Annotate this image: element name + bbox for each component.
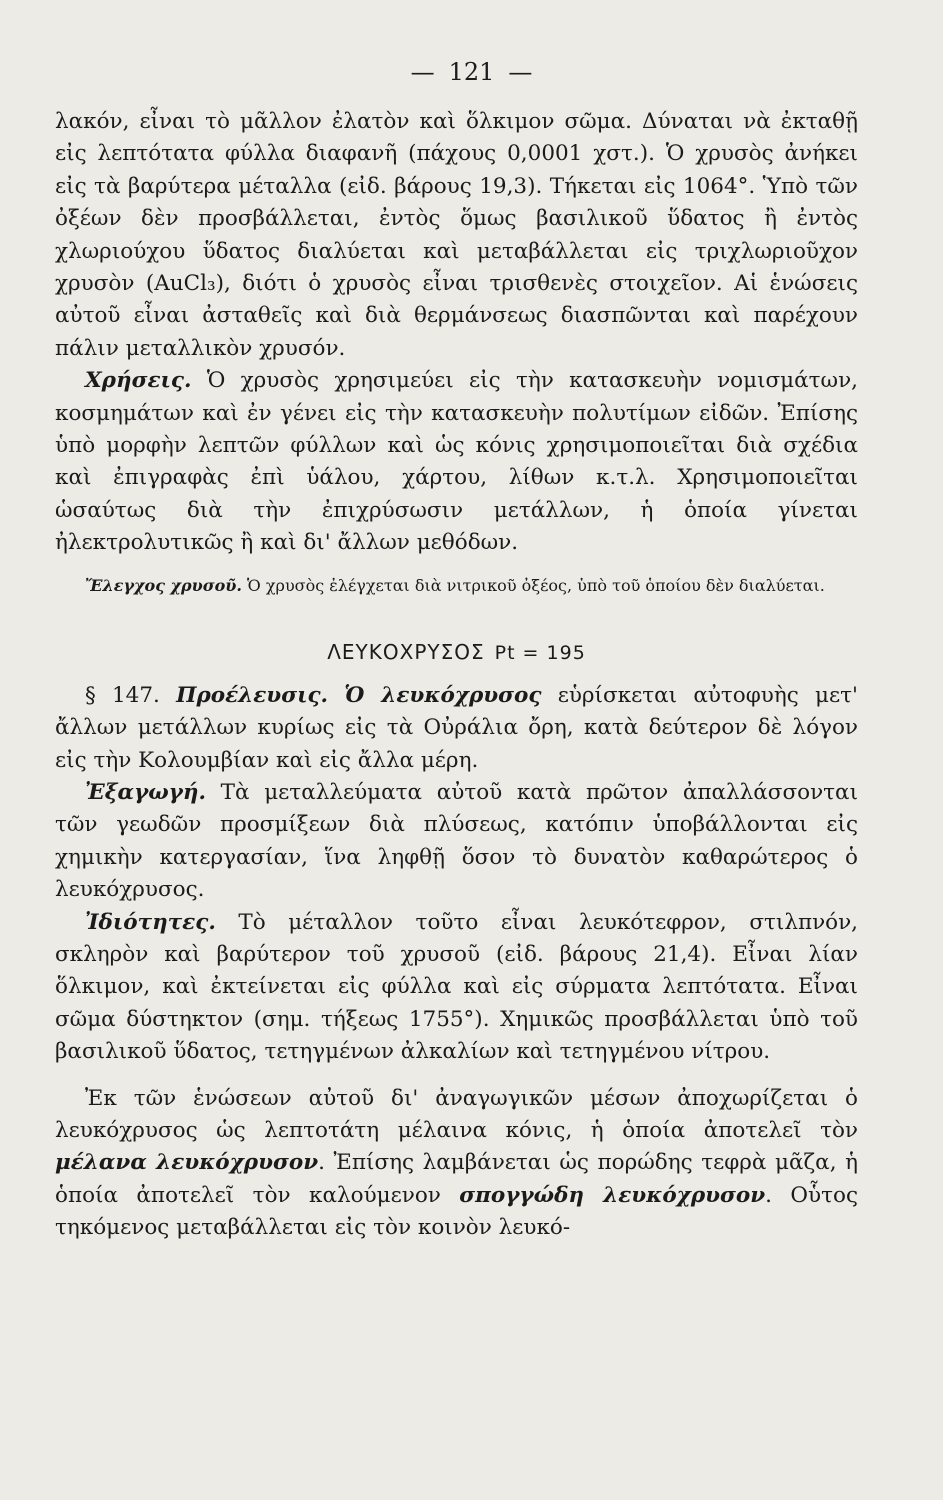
- origin-text: εὑρίσκεται αὐτοφυὴς μετ' ἄλλων μετάλλων κυρίως εἰς τὰ Οὐράλια ὄρη, κατὰ δεύτερον δὲ λόγον εἰς τὴν Κολουμβίαν καὶ εἰς ἄλλα μέρη.: [55, 682, 858, 773]
- gold-test-note: [55, 572, 858, 600]
- platinum-extraction-paragraph: [55, 777, 858, 907]
- page-number-value: 121: [448, 58, 495, 86]
- properties-heading: Ἰδιότητες.: [85, 909, 216, 935]
- gold-uses-paragraph: [55, 365, 858, 559]
- section-title-text: ΛΕΥΚΟΧΡΥΣΟΣ: [327, 639, 485, 664]
- gold-uses-heading: Χρήσεις.: [85, 368, 192, 394]
- page-number: [55, 58, 858, 86]
- platinum-term: Ὁ λευκόχρυσος: [344, 682, 542, 708]
- spongy-platinum-term: σπογγώδη λευκόχρυσον: [459, 1182, 766, 1208]
- platinum-origin-paragraph: [55, 680, 858, 777]
- platinum-compounds-paragraph: [55, 1083, 858, 1245]
- gold-properties-paragraph: λακόν, εἶναι τὸ μᾶλλον ἐλατὸν καὶ ὅλκιμον σῶμα. Δύναται νὰ ἐκταθῇ εἰς λεπτότατα φύλλα διαφανῆ (πάχους 0,0001 χστ.). Ὁ χρυσὸς ἀνήκει εἰς τὰ βαρύτερα μέταλλα (εἰδ. βάρους 19,3). Τήκεται εἰς 1064°. Ὑπὸ τῶν ὀξέων δὲν προσβάλλεται, ἐντὸς ὅμως βασιλικοῦ ὕδατος ἢ ἐντὸς χλωριούχου ὕδατος διαλύεται καὶ μεταβάλλεται εἰς τριχλωριοῦχον χρυσὸν (AuCl₃), διότι ὁ χρυσὸς εἶναι τρισθενὲς στοιχεῖον. Αἱ ἑνώσεις αὐτοῦ εἶναι ἀσταθεῖς καὶ διὰ θερμάνσεως διασπῶνται καὶ παρέχουν πάλιν μεταλλικὸν χρυσόν.: [55, 109, 858, 361]
- properties-text: Τὸ μέταλλον τοῦτο εἶναι λευκότεφρον, στιλπνόν, σκληρὸν καὶ βαρύτερον τοῦ χρυσοῦ (εἰδ. βάρους 21,4). Εἶναι λίαν ὅλκιμον, καὶ ἐκτείνεται εἰς φύλλα καὶ εἰς σύρματα λεπτότατα. Εἶναι σῶμα δύστηκτον (σημ. τήξεως 1755°). Χημικῶς προσβάλλεται ὑπὸ τοῦ βασιλικοῦ ὕδατος, τετηγμένων ἀλκαλίων καὶ τετηγμένου νίτρου.: [55, 909, 858, 1065]
- section-formula: Pt = 195: [494, 641, 586, 664]
- gold-test-text: Ὁ χρυσὸς ἐλέγχεται διὰ νιτρικοῦ ὀξέος, ὑπὸ τοῦ ὁποίου δὲν διαλύεται.: [241, 575, 825, 595]
- page-number-dash-right: —: [508, 58, 533, 86]
- gold-test-heading: Ἔλεγχος χρυσοῦ.: [85, 575, 242, 595]
- section-number: § 147.: [85, 682, 160, 708]
- extraction-text: Τὰ μεταλλεύματα αὐτοῦ κατὰ πρῶτον ἀπαλλάσσονται τῶν γεωδῶν προσμίξεων διὰ πλύσεως, κατόπιν ὑποβάλλονται εἰς χημικὴν κατεργασίαν, ἵνα ληφθῇ ὅσον τὸ δυνατὸν καθαρώτερος ὁ λευκόχρυσος.: [55, 779, 858, 903]
- extraction-heading: Ἐξαγωγή.: [85, 779, 206, 805]
- compounds-text-c: . Οὗτος τηκόμενος μεταβάλλεται εἰς τὸν κοινὸν λευκό-: [55, 1182, 858, 1241]
- black-platinum-term: μέλανα λευκόχρυσον: [55, 1150, 319, 1176]
- page-number-dash-left: —: [410, 58, 435, 86]
- paragraph-spacer: [55, 1069, 858, 1083]
- origin-heading: Προέλευσις.: [176, 682, 329, 708]
- compounds-text-a: Ἐκ τῶν ἑνώσεων αὐτοῦ δι' ἀναγωγικῶν μέσων ἀποχωρίζεται ὁ λευκόχρυσος ὡς λεπτοτάτη μέλαινα κόνις, ἡ ὁποία ἀποτελεῖ τὸν: [55, 1085, 858, 1143]
- section-title: [55, 640, 858, 664]
- gold-uses-text: Ὁ χρυσὸς χρησιμεύει εἰς τὴν κατασκευὴν νομισμάτων, κοσμημάτων καὶ ἐν γένει εἰς τὴν κατασκευὴν πολυτίμων εἰδῶν. Ἐπίσης ὑπὸ μορφὴν λεπτῶν φύλλων καὶ ὡς κόνις χρησιμοποιεῖται διὰ σχέδια καὶ ἐπιγραφὰς ἐπὶ ὑάλου, χάρτου, λίθων κ.τ.λ. Χρησιμοποιεῖται ὡσαύτως διὰ τὴν ἐπιχρύσωσιν μετάλλων, ἡ ὁποία γίνεται ἠλεκτρολυτικῶς ἢ καὶ δι' ἄλλων μεθόδων.: [55, 368, 858, 556]
- platinum-properties-paragraph: [55, 907, 858, 1069]
- compounds-text-b: . Ἐπίσης λαμβάνεται ὡς πορώδης τεφρὰ μᾶζα, ἡ ὁποία ἀποτελεῖ τὸν καλούμενον: [55, 1150, 859, 1208]
